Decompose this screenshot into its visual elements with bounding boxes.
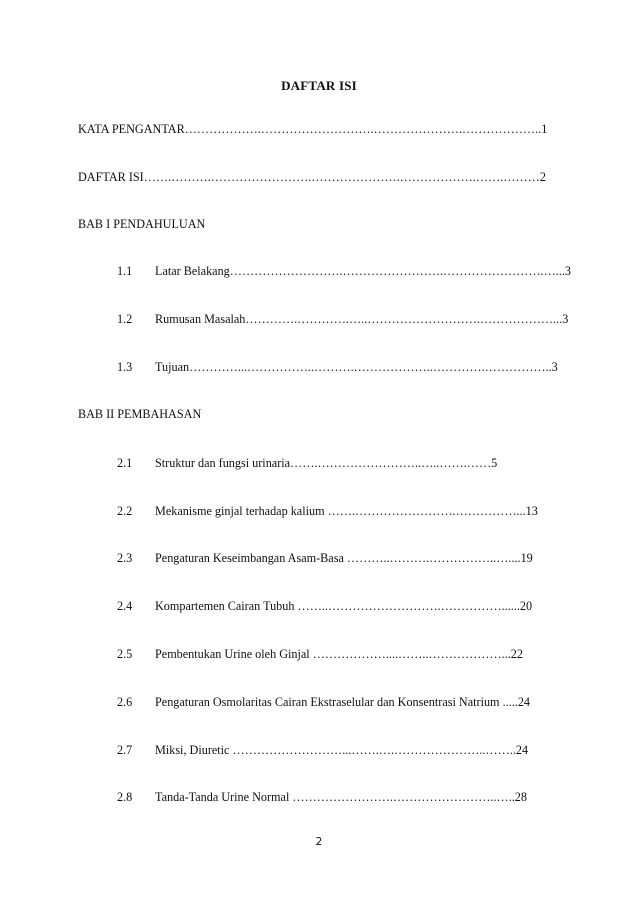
toc-entry-2-6: Pengaturan Osmolaritas Cairan Ekstraselular dan Konsentrasi Natrium .....24 [155,695,531,709]
toc-number-1-1: 1.1 [117,264,133,278]
toc-entry-2-7: Miksi, Diuretic ………………………...…….….…………………..……..24 [155,743,529,757]
toc-entry-2-2: Mekanisme ginjal terhadap kalium …….…………………….……………...13 [155,504,538,518]
toc-number-2-7: 2.7 [117,743,133,757]
toc-number-2-4: 2.4 [117,599,133,613]
toc-number-2-6: 2.6 [117,695,133,709]
toc-entry-kata-pengantar: KATA PENGANTAR……………….……………………….………………….………………..1 [78,122,548,136]
toc-number-2-5: 2.5 [117,647,133,661]
toc-number-2-3: 2.3 [117,551,133,565]
page-title: DAFTAR ISI [281,78,357,93]
toc-number-1-3: 1.3 [117,360,133,374]
toc-number-2-1: 2.1 [117,456,133,470]
toc-entry-2-3: Pengaturan Keseimbangan Asam-Basa ………..……….……………..…....19 [155,551,533,565]
toc-number-2-2: 2.2 [117,504,133,518]
toc-entry-2-1: Struktur dan fungsi urinaria…….……………………..…..…….……5 [155,456,498,470]
toc-entry-2-4: Kompartemen Cairan Tubuh ……..……………………….……………......20 [155,599,533,613]
toc-entry-1-3: Tujuan…………...……………..……….………………..………….……………..3 [155,360,558,374]
toc-heading-bab-2: BAB II PEMBAHASAN [78,407,202,421]
toc-number-2-8: 2.8 [117,790,133,804]
toc-entry-1-1: Latar Belakang……………………….…………………….…………………….…...3 [155,264,572,278]
toc-entry-daftar-isi: DAFTAR ISI…….……….…………………….………………….……………….…….………2 [78,170,546,184]
toc-number-1-2: 1.2 [117,312,133,326]
toc-entry-2-8: Tanda-Tanda Urine Normal …………………….……………………..…..28 [155,790,527,804]
toc-heading-bab-1: BAB I PENDAHULUAN [78,217,206,231]
toc-entry-2-5: Pembentukan Urine oleh Ginjal ………………....……..………………...22 [155,647,523,661]
toc-entry-1-2: Rumusan Masalah………….………….…..……………………….………………...3 [155,312,569,326]
page-number: 2 [315,836,323,848]
